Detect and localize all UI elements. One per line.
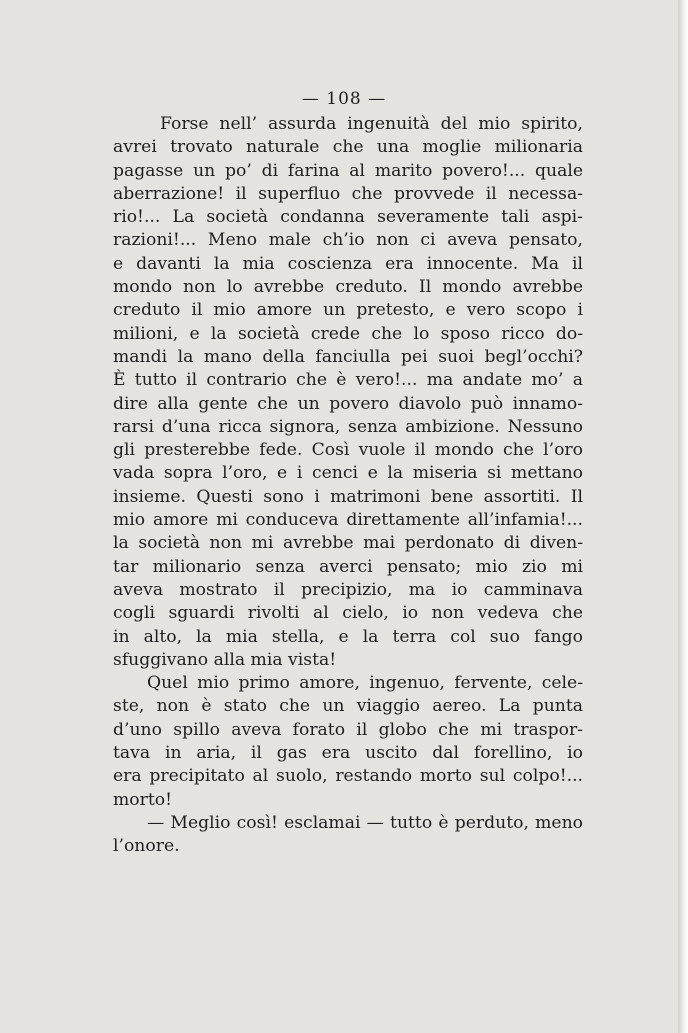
page-edge	[678, 0, 688, 1033]
text-line: era precipitato al suolo, restando morto sul colpo!...	[113, 766, 583, 787]
text-line: tar milionario senza averci pensato; mio zio mi	[113, 556, 583, 577]
text-line: rarsi d’una ricca signora, senza ambizione. Nessuno	[113, 416, 583, 437]
text-line: d’uno spillo aveva forato il globo che mi traspor-	[113, 719, 583, 740]
text-line: pagasse un po’ di farina al marito povero!... quale	[113, 160, 583, 181]
text-line: in alto, la mia stella, e la terra col suo fango	[113, 626, 583, 647]
text-line: la società non mi avrebbe mai perdonato di diven-	[113, 533, 583, 554]
text-line: cogli sguardi rivolti al cielo, io non vedeva che	[113, 603, 583, 624]
text-line: vada sopra l’oro, e i cenci e la miseria si mettano	[113, 463, 583, 484]
text-line: aberrazione! il superfluo che provvede il necessa-	[113, 183, 583, 204]
text-line: mandi la mano della fanciulla pei suoi begl’occhi?	[113, 346, 583, 367]
text-line: e davanti la mia coscienza era innocente. Ma il	[113, 253, 583, 274]
text-line: È tutto il contrario che è vero!... ma andate mo’ a	[113, 370, 583, 391]
text-line: dire alla gente che un povero diavolo può innamo-	[113, 393, 583, 414]
text-line: ste, non è stato che un viaggio aereo. La punta	[113, 696, 583, 717]
text-line: avrei trovato naturale che una moglie milionaria	[113, 137, 583, 158]
text-line: razioni!... Meno male ch’io non ci aveva pensato,	[113, 230, 583, 251]
text-line: milioni, e la società crede che lo sposo ricco do-	[113, 323, 583, 344]
text-line: morto!	[113, 789, 173, 810]
text-line: l’onore.	[113, 836, 180, 857]
text-line: creduto il mio amore un pretesto, e vero scopo i	[113, 300, 583, 321]
text-line: mio amore mi conduceva direttamente all’infamia!...	[113, 510, 583, 531]
text-line: gli presterebbe fede. Così vuole il mondo che l’oro	[113, 440, 583, 461]
text-line: rio!... La società condanna severamente tali aspi-	[113, 207, 583, 228]
text-line: insieme. Questi sono i matrimoni bene assortiti. Il	[113, 486, 583, 507]
text-line: tava in aria, il gas era uscito dal forellino, io	[113, 743, 583, 764]
text-line: sfuggivano alla mia vista!	[113, 649, 337, 670]
text-line: mondo non lo avrebbe creduto. Il mondo avrebbe	[113, 277, 583, 298]
body-text	[113, 113, 583, 859]
text-line: aveva mostrato il precipizio, ma io camminava	[113, 579, 583, 600]
text-line: — Meglio così! esclamai — tutto è perduto, meno	[147, 812, 583, 833]
text-line: Quel mio primo amore, ingenuo, fervente, cele-	[147, 673, 583, 694]
text-line: Forse nell’ assurda ingenuità del mio spirito,	[160, 114, 583, 134]
page-number: — 108 —	[301, 89, 387, 109]
